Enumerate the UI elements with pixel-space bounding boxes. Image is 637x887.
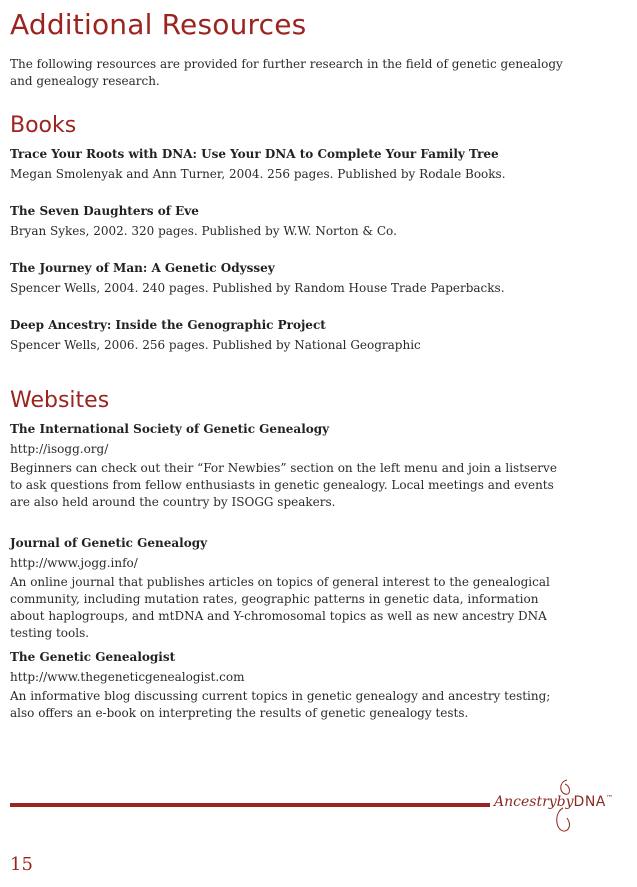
book-title: Deep Ancestry: Inside the Genographic Project [10, 318, 326, 332]
page-number: 15 [10, 854, 33, 875]
book-entry [10, 260, 570, 297]
book-title: The Journey of Man: A Genetic Odyssey [10, 261, 275, 275]
website-title: The International Society of Genetic Genealogy [10, 422, 330, 436]
website-description: An informative blog discussing current topics in genetic genealogy and ancestry testing; also offers an e-book on interpreting the results of genetic genealogy tests. [10, 689, 551, 720]
website-url[interactable]: http://www.thegeneticgenealogist.com [10, 670, 245, 684]
intro-paragraph: The following resources are provided for further research in the field of genetic genealogy and genealogy research. [10, 57, 563, 88]
book-details: Megan Smolenyak and Ann Turner, 2004. 256 pages. Published by Rodale Books. [10, 167, 506, 181]
book-details: Spencer Wells, 2006. 256 pages. Published by National Geographic [10, 338, 421, 352]
page-title: Additional Resources [10, 8, 307, 41]
logo-tm: ™ [605, 794, 613, 802]
logo-ancestry: Ancestry [494, 794, 557, 810]
logo-by: by [556, 794, 574, 810]
book-entry [10, 146, 570, 183]
website-title: Journal of Genetic Genealogy [10, 536, 208, 550]
footer-divider [10, 803, 490, 807]
book-entry [10, 317, 570, 354]
website-description: An online journal that publishes articles on topics of general interest to the genealogical community, including mutation rates, geographic patterns in genetic data, information about haplogroups, and mtDNA and Y-chromosomal topics as well as new ancestry DNA testing tools. [10, 575, 550, 640]
website-description: Beginners can check out their “For Newbies” section on the left menu and join a listserve to ask questions from fellow enthusiasts in genetic genealogy. Local meetings and events are also held around the country by ISOGG speakers. [10, 461, 557, 509]
ancestry-by-dna-logo [494, 778, 634, 834]
website-entry [10, 421, 570, 511]
book-entry [10, 203, 570, 240]
book-title: The Seven Daughters of Eve [10, 204, 199, 218]
book-title: Trace Your Roots with DNA: Use Your DNA to Complete Your Family Tree [10, 147, 499, 161]
books-heading: Books [10, 113, 77, 138]
logo-wordmark [494, 794, 613, 810]
book-details: Bryan Sykes, 2002. 320 pages. Published by W.W. Norton & Co. [10, 224, 397, 238]
book-details: Spencer Wells, 2004. 240 pages. Published by Random House Trade Paperbacks. [10, 281, 505, 295]
website-entry [10, 649, 570, 722]
website-entry [10, 535, 570, 642]
websites-heading: Websites [10, 388, 110, 413]
website-url[interactable]: http://www.jogg.info/ [10, 556, 138, 570]
website-url[interactable]: http://isogg.org/ [10, 442, 109, 456]
logo-dna: DNA [573, 794, 606, 810]
website-title: The Genetic Genealogist [10, 650, 176, 664]
